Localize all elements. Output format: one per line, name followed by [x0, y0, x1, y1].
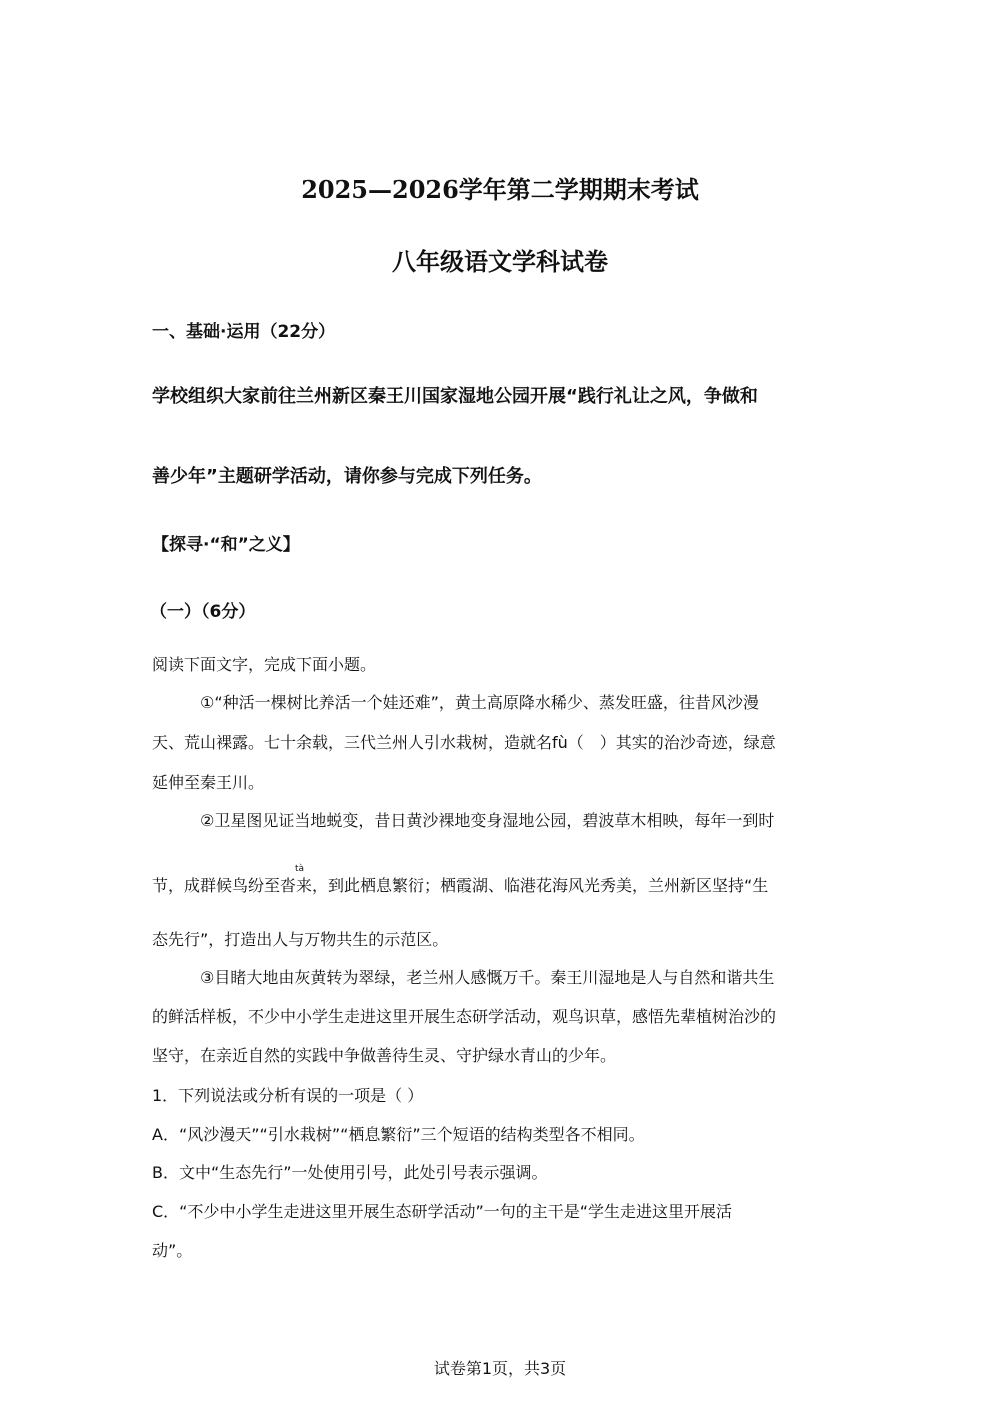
exam-subtitle: 八年级语文学科试卷 [392, 247, 608, 276]
paragraph-3-line-3: 坚守，在亲近自然的实践中争做善待生灵、守护绿水青山的少年。 [152, 1046, 617, 1065]
paragraph-2-line-3: 态先行”，打造出人与万物共生的示范区。 [152, 930, 449, 949]
intro-line-2: 善少年”主题研学活动，请你参与完成下列任务。 [152, 466, 542, 487]
paragraph-3-line-2: 的鲜活样板，不少中小学生走进这里开展生态研学活动，观鸟识草，感悟先辈植树治沙的 [152, 1007, 777, 1026]
paragraph-1-line-3: 延伸至秦王川。 [152, 773, 265, 792]
paragraph-1-line-1: ①“种活一棵树比养活一个娃还难”，黄土高原降水稀少、蒸发旺盛，往昔风沙漫 [200, 693, 759, 712]
question-1-option-c-line-1: C．“不少中小学生走进这里开展生态研学活动”一句的主干是“学生走进这里开展活 [152, 1202, 733, 1221]
question-1-option-c-line-2: 动”。 [152, 1241, 193, 1260]
question-1-stem: 1．下列说法或分析有误的一项是（ ） [152, 1086, 424, 1105]
paragraph-2-line-2: 节，成群候鸟纷至沓来，到此栖息繁衍；栖霞湖、临港花海风光秀美，兰州新区坚持“生 [152, 876, 769, 895]
question-1-option-b: B．文中“生态先行”一处使用引号，此处引号表示强调。 [152, 1163, 548, 1182]
pinyin-annotation: tà [295, 864, 305, 874]
reading-instruction: 阅读下面文字，完成下面小题。 [152, 655, 377, 674]
question-1-option-a: A．“风沙漫天”“引水栽树”“栖息繁衍”三个短语的结构类型各不相同。 [152, 1125, 645, 1144]
intro-line-1: 学校组织大家前往兰州新区秦王川国家湿地公园开展“践行礼让之风，争做和 [152, 386, 758, 407]
paragraph-1-line-2: 天、荒山裸露。七十余载，三代兰州人引水栽树，造就名fù（ ）其实的治沙奇迹，绿意 [152, 733, 776, 752]
section-heading: 一、基础·运用（22分） [152, 322, 336, 342]
part-label: （一）（6分） [150, 602, 256, 622]
task-subheading: 【探寻·“和”之义】 [152, 535, 300, 555]
exam-title: 2025—2026学年第二学期期末考试 [301, 175, 699, 204]
page-footer: 试卷第1页，共3页 [433, 1359, 567, 1378]
paragraph-2-line-1: ②卫星图见证当地蜕变，昔日黄沙裸地变身湿地公园，碧波草木相映，每年一到时 [200, 811, 775, 830]
paragraph-3-line-1: ③目睹大地由灰黄转为翠绿，老兰州人感慨万千。秦王川湿地是人与自然和谐共生 [200, 968, 775, 987]
